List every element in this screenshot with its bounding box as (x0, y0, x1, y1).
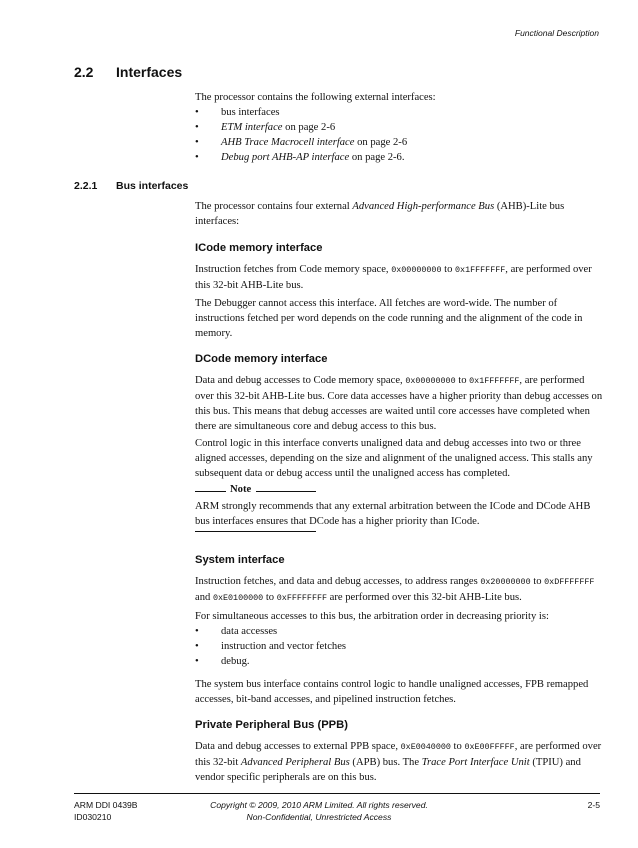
icode-paragraph-1 (195, 262, 605, 293)
text: , are performed over this 32-bit (195, 741, 602, 768)
note-rule-right (256, 491, 316, 492)
section-number: 2.2 (74, 64, 94, 80)
list-item (195, 624, 605, 639)
term-italic: Trace Port Interface Unit (421, 757, 530, 768)
text: (TPIU) and vendor specific peripherals are on this bus. (195, 757, 581, 783)
page-reference: on page 2-6 (282, 122, 336, 133)
note-rule-left (195, 491, 226, 492)
copyright: Copyright © 2009, 2010 ARM Limited. All rights reserved. (210, 800, 428, 810)
intro-block (195, 90, 605, 165)
bullet: • (195, 152, 199, 163)
cross-reference-link[interactable]: Debug port AHB-AP interface (221, 152, 350, 163)
list-item-text: instruction and vector fetches (221, 641, 347, 652)
bus-intro-paragraph (195, 199, 605, 229)
text: to (450, 741, 465, 752)
address-code: 0x00000000 (391, 265, 442, 275)
subsection-number: 2.2.1 (74, 180, 98, 192)
text: (AHB)-Lite bus interfaces: (195, 201, 565, 227)
text: (APB) bus. The (349, 757, 422, 768)
address-code: 0x1FFFFFFF (455, 265, 506, 275)
text: ARM strongly recommends that any external arbitration between the ICode and DCode AHB bus interfaces ensures that DCode has a higher priority than ICode. (195, 501, 591, 527)
address-code: 0x20000000 (480, 577, 531, 587)
text: , are performed over this 32-bit AHB-Lite bus. (195, 264, 592, 291)
section-title: Interfaces (116, 64, 183, 80)
bullet: • (195, 137, 199, 148)
dcode-paragraph-2 (195, 436, 605, 481)
text: Control logic in this interface converts unaligned data and debug accesses into two or three aligned accesses, depending on the size and alignment of the unaligned access. This stalls any subsequent data or debug access until the unaligned access has completed. (195, 438, 593, 479)
system-heading: System interface (195, 554, 285, 566)
page-reference: on page 2-6 (354, 137, 408, 148)
address-code: 0x1FFFFFFF (469, 376, 520, 386)
page-reference: on page 2-6. (349, 152, 405, 163)
interface-list (195, 105, 605, 165)
bullet: • (195, 626, 199, 637)
confidentiality: Non-Confidential, Unrestricted Access (246, 812, 392, 822)
text: to (441, 264, 456, 275)
list-item-text: debug. (221, 656, 250, 667)
bullet: • (195, 641, 199, 652)
text: Instruction fetches from Code memory space, (195, 264, 392, 275)
cross-reference-link[interactable]: AHB Trace Macrocell interface (221, 137, 355, 148)
address-code: 0xFFFFFFFF (276, 593, 328, 603)
text: Data and debug accesses to Code memory space, (195, 375, 406, 386)
text: For simultaneous accesses to this bus, the arbitration order in decreasing priority is: (195, 611, 549, 622)
doc-number: ARM DDI 0439B (74, 800, 138, 810)
text: Data and debug accesses to external PPB space, (195, 741, 401, 752)
text: to (530, 576, 545, 587)
address-code: 0xE00FFFFF (464, 742, 515, 752)
ppb-paragraph (195, 739, 605, 785)
list-item-text: bus interfaces (221, 107, 280, 118)
term-italic: Advanced High-performance Bus (352, 201, 495, 212)
list-item-text: data accesses (221, 626, 278, 637)
footer-rule (74, 793, 600, 794)
list-item[interactable] (195, 135, 605, 150)
intro-text: The processor contains the following external interfaces: (195, 92, 436, 103)
icode-paragraph-2 (195, 296, 605, 341)
list-item (195, 105, 605, 120)
ppb-heading: Private Peripheral Bus (PPB) (195, 719, 348, 731)
note-rule-bottom (195, 531, 316, 532)
system-paragraph-1 (195, 574, 605, 606)
system-paragraph-3 (195, 677, 605, 707)
note-text (195, 499, 605, 529)
address-code: 0xE0100000 (212, 593, 264, 603)
priority-list (195, 624, 605, 669)
bullet: • (195, 656, 199, 667)
text: , are performed over this 32-bit AHB-Lite bus. Core data accesses have a higher priority than debug accesses on this bus. This means that debug accesses are waited until core accesses have completed when there are simultaneous core and debug access to this bus. (195, 375, 603, 432)
list-item[interactable] (195, 150, 605, 165)
text: The processor contains four external (195, 201, 353, 212)
list-item (195, 639, 605, 654)
doc-id: ID030210 (74, 812, 112, 822)
subsection-title: Bus interfaces (116, 180, 189, 192)
list-item (195, 654, 605, 669)
icode-heading: ICode memory interface (195, 242, 323, 254)
system-paragraph-2 (195, 609, 605, 669)
address-code: 0xDFFFFFFF (544, 577, 595, 587)
cross-reference-link[interactable]: ETM interface (221, 122, 283, 133)
text: The system bus interface contains control logic to handle unaligned accesses, FPB remapped accesses, bit-band accesses, and pipelined instruction fetches. (195, 679, 589, 705)
text: to (263, 592, 277, 603)
dcode-paragraph-1 (195, 373, 605, 434)
text: and (195, 592, 213, 603)
page-number: 2-5 (587, 800, 600, 810)
text: are performed over this 32-bit AHB-Lite bus. (327, 592, 522, 603)
dcode-heading: DCode memory interface (195, 353, 328, 365)
address-code: 0xE0040000 (400, 742, 451, 752)
running-header: Functional Description (514, 28, 599, 38)
bullet: • (195, 122, 199, 133)
address-code: 0x00000000 (405, 376, 456, 386)
text: to (455, 375, 470, 386)
term-italic: Advanced Peripheral Bus (240, 757, 350, 768)
text: The Debugger cannot access this interface. All fetches are word-wide. The number of instructions fetched per word depends on the code running and the alignment of the code in memory. (195, 298, 583, 339)
bullet: • (195, 107, 199, 118)
note-label: Note (230, 484, 252, 495)
list-item[interactable] (195, 120, 605, 135)
text: Instruction fetches, and data and debug accesses, to address ranges (195, 576, 481, 587)
